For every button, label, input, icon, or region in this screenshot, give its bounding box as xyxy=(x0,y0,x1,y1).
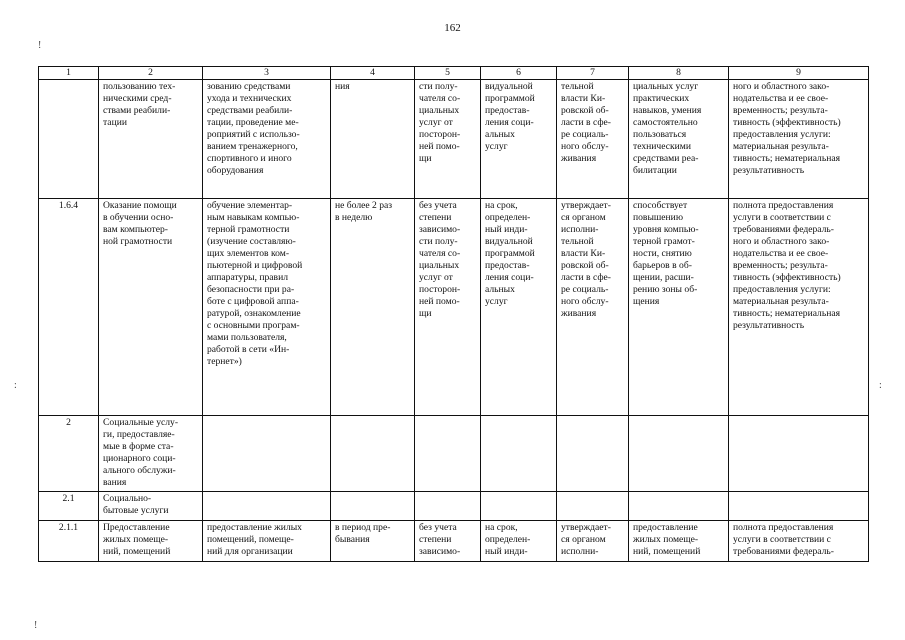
table-cell: полнота предоставления услуги в соответствии с требованиями федераль- ного и областного зако- нодательства и ее свое- временность; результа- тивность (эффективность) предоставления услуги: материальная результа- тивность; нематериальная результативность xyxy=(729,198,869,415)
table-cell: Социальные услу- ги, предоставляе- мые в форме ста- ционарного соци- ального обслужи- вания xyxy=(99,415,203,491)
table-cell: тельной власти Ки- ровской об- ласти в сфе- ре социаль- ного обслу- живания xyxy=(557,79,629,198)
table-cell xyxy=(557,415,629,491)
table-cell: пользованию тех- ническими сред- ствами реабили- тации xyxy=(99,79,203,198)
column-header: 9 xyxy=(729,67,869,80)
row-number-cell xyxy=(39,79,99,198)
table-cell: ного и областного зако- нодательства и ее свое- временность; результа- тивность (эффективность) предоставления услуги: материальная результа- тивность; нематериальная результативность xyxy=(729,79,869,198)
table-cell xyxy=(629,415,729,491)
margin-mark: ! xyxy=(34,620,38,631)
table-row xyxy=(39,198,869,415)
row-number-cell: 2 xyxy=(39,415,99,491)
table-cell xyxy=(729,415,869,491)
services-table xyxy=(38,66,869,562)
table-cell: без учета степени зависимо- xyxy=(415,520,481,561)
row-number-cell: 2.1.1 xyxy=(39,520,99,561)
table-cell: утверждает- ся органом исполни- тельной власти Ки- ровской об- ласти в сфе- ре социаль- ного обслу- живания xyxy=(557,198,629,415)
table-cell xyxy=(629,491,729,520)
column-header-row xyxy=(39,67,869,80)
row-number-cell: 2.1 xyxy=(39,491,99,520)
table-cell: на срок, определен- ный инди- видуальной программой предостав- ления соци- альных услуг xyxy=(481,198,557,415)
margin-mark: : xyxy=(14,380,17,391)
table-cell xyxy=(331,491,415,520)
table-cell xyxy=(203,415,331,491)
table-cell: Предоставление жилых помеще- ний, помещений xyxy=(99,520,203,561)
margin-mark: : xyxy=(879,380,882,391)
table-cell: ния xyxy=(331,79,415,198)
column-header: 4 xyxy=(331,67,415,80)
table-cell: обучение элементар- ным навыкам компью- терной грамотности (изучение составляю- щих элементов ком- пьютерной и цифровой аппаратуры, правил безопасности при ра- боте с цифровой аппа- ратурой, ознакомление с основными програм- мами пользователя, работой в сети «Ин- тернет») xyxy=(203,198,331,415)
table-cell: не более 2 раз в неделю xyxy=(331,198,415,415)
table-cell: на срок, определен- ный инди- xyxy=(481,520,557,561)
margin-mark: ! xyxy=(38,40,42,51)
column-header: 3 xyxy=(203,67,331,80)
column-header: 6 xyxy=(481,67,557,80)
row-number-cell: 1.6.4 xyxy=(39,198,99,415)
table-cell xyxy=(481,415,557,491)
table-cell xyxy=(203,491,331,520)
table-row xyxy=(39,491,869,520)
column-header: 5 xyxy=(415,67,481,80)
table-cell: Социально- бытовые услуги xyxy=(99,491,203,520)
table-row xyxy=(39,79,869,198)
table-cell: утверждает- ся органом исполни- xyxy=(557,520,629,561)
table-cell: без учета степени зависимо- сти полу- чателя со- циальных услуг от посторон- ней помо- щи xyxy=(415,198,481,415)
table-cell xyxy=(415,415,481,491)
table-cell: способствует повышению уровня компью- терной грамот- ности, снятию барьеров в об- щении, расши- рению зоны об- щения xyxy=(629,198,729,415)
table-cell: зованию средствами ухода и технических средствами реабили- тации, проведение ме- роприятий с использо- ванием тренажерного, спортивного и иного оборудования xyxy=(203,79,331,198)
column-header: 7 xyxy=(557,67,629,80)
page-number: 162 xyxy=(444,22,461,34)
column-header: 8 xyxy=(629,67,729,80)
table-cell: полнота предоставления услуги в соответствии с требованиями федераль- xyxy=(729,520,869,561)
table-row xyxy=(39,415,869,491)
table-cell xyxy=(729,491,869,520)
table-cell xyxy=(481,491,557,520)
table-cell: в период пре- бывания xyxy=(331,520,415,561)
table-cell: предоставление жилых помещений, помеще- ний для организации xyxy=(203,520,331,561)
column-header: 2 xyxy=(99,67,203,80)
table-cell xyxy=(557,491,629,520)
table-cell: сти полу- чателя со- циальных услуг от посторон- ней помо- щи xyxy=(415,79,481,198)
table-cell: Оказание помощи в обучении осно- вам компьютер- ной грамотности xyxy=(99,198,203,415)
table-cell: циальных услуг практических навыков, умения самостоятельно пользоваться техническими средствами реа- билитации xyxy=(629,79,729,198)
table-cell xyxy=(415,491,481,520)
table-cell: предоставление жилых помеще- ний, помещений xyxy=(629,520,729,561)
table-cell xyxy=(331,415,415,491)
table-cell: видуальной программой предостав- ления соци- альных услуг xyxy=(481,79,557,198)
table-row xyxy=(39,520,869,561)
column-header: 1 xyxy=(39,67,99,80)
